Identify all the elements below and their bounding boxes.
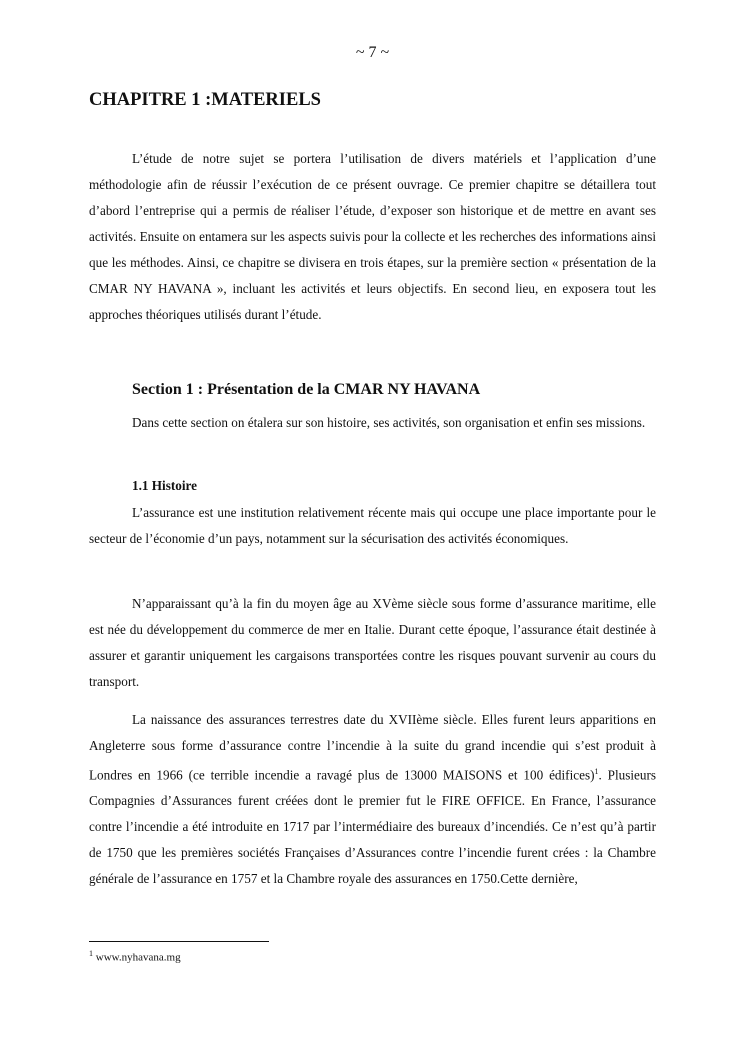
- history-paragraph-3-part2: . Plusieurs Compagnies d’Assurances furent créées dont le premier fut le FIRE OFFICE. En France, l’assurance contre l’incendie a été introduite en 1717 par l’intermédiaire des bureaux d’incendiés. Ce n’est qu’à partir de 1750 que les premières sociétés Françaises d’Assurances contre l’incendie furent crées : la Chambre générale de l’assurance en 1757 et la Chambre royale des assurances en 1750.Cette dernière,: [89, 767, 656, 887]
- footnote-divider: [89, 941, 269, 942]
- footnote: [89, 949, 181, 964]
- footnote-reference[interactable]: 1: [594, 767, 599, 776]
- chapter-title: CHAPITRE 1 :MATERIELS: [89, 90, 321, 110]
- history-paragraph-3: [89, 707, 656, 892]
- subsection-title: 1.1 Histoire: [132, 478, 197, 493]
- intro-paragraph: L’étude de notre sujet se portera l’utilisation de divers matériels et l’application d’une méthodologie afin de réussir l’exécution de ce présent ouvrage. Ce premier chapitre se détaillera tout d’abord l’entreprise qui a permis de réaliser l’étude, d’exposer son historique et de mettre en avant ses activités. Ensuite on entamera sur les aspects suivis pour la collecte et les recherches des informations ainsi que les méthodes. Ainsi, ce chapitre se divisera en trois étapes, sur la première section « présentation de la CMAR NY HAVANA », incluant les activités et leurs objectifs. En second lieu, en exposera tout les approches théoriques utilisés durant l’étude.: [89, 151, 656, 322]
- section-title: Section 1 : Présentation de la CMAR NY HAVANA: [132, 381, 481, 398]
- page-number: ~ 7 ~: [355, 44, 390, 61]
- footnote-marker: 1: [89, 949, 93, 958]
- history-paragraph-1: L’assurance est une institution relativement récente mais qui occupe une place importante pour le secteur de l’économie d’un pays, notamment sur la sécurisation des activités économiques.: [89, 505, 656, 546]
- history-paragraph-3-part1: La naissance des assurances terrestres date du XVIIème siècle. Elles furent leurs apparitions en Angleterre sous forme d’assurance contre l’incendie à la suite du grand incendie qui s’est produit à Londres en 1966 (ce terrible incendie a ravagé plus de 13000 MAISONS et 100 édifices): [89, 712, 656, 783]
- section-intro-paragraph: Dans cette section on étalera sur son histoire, ses activités, son organisation et enfin ses missions.: [132, 415, 646, 430]
- footnote-text[interactable]: www.nyhavana.mg: [93, 951, 181, 964]
- history-paragraph-2: N’apparaissant qu’à la fin du moyen âge au XVème siècle sous forme d’assurance maritime, elle est née du développement du commerce de mer en Italie. Durant cette époque, l’assurance était destinée à assurer et garantir uniquement les cargaisons transportées contre les risques pouvant survenir au cours du transport.: [89, 596, 656, 689]
